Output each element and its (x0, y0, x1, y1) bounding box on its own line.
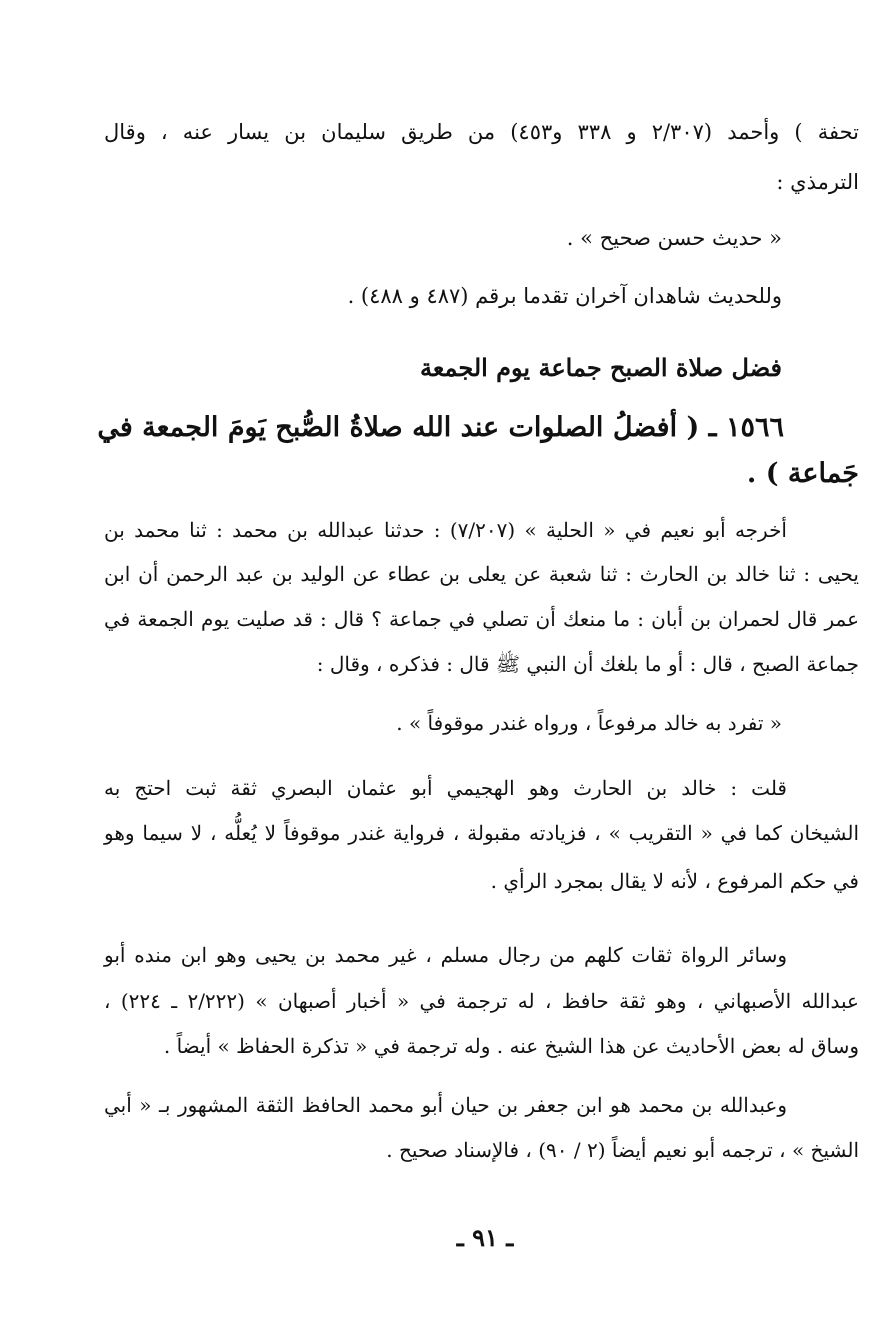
text-line-9: يحيى : ثنا خالد بن الحارث : ثنا شعبة عن يعلى بن عطاء عن الوليد بن عبد الرحمن أن ابن (104, 562, 859, 586)
page-number: ـ ٩١ ـ (456, 1223, 514, 1252)
text-line-4: وللحديث شاهدان آخران تقدما برقم (٤٨٧ و ٤٨٨) . (347, 284, 782, 308)
text-line-10: عمر قال لحمران بن أبان : ما منعك أن تصلي في جماعة ؟ قال : قد صليت يوم الجمعة في (104, 607, 859, 631)
text-line-15: في حكم المرفوع ، لأنه لا يقال بمجرد الرأي . (490, 869, 859, 893)
text-line-19: وعبدالله بن محمد هو ابن جعفر بن حيان أبو محمد الحافظ الثقة المشهور بـ « أبي (104, 1093, 787, 1117)
text-line-1: تحفة ) وأحمد (٢/٣٠٧ و ٣٣٨ و٤٥٣) من طريق سليمان بن يسار عنه ، وقال (104, 120, 859, 144)
text-line-20: الشيخ » ، ترجمه أبو نعيم أيضاً (٢ / ٩٠) ، فالإسناد صحيح . (386, 1138, 859, 1162)
text-line-8: أخرجه أبو نعيم في « الحلية » (٧/٢٠٧) : حدثنا عبدالله بن محمد : ثنا محمد بن (104, 518, 787, 542)
text-line-2: الترمذي : (776, 170, 859, 194)
hadith-title-line-1: ١٥٦٦ ـ ( أفضلُ الصلوات عند الله صلاةُ الصُّبح يَومَ الجمعة في (97, 412, 784, 443)
quoted-grade: « حديث حسن صحيح » . (566, 226, 782, 250)
text-line-13: قلت : خالد بن الحارث وهو الهجيمي أبو عثمان البصري ثقة ثبت احتج به (104, 776, 787, 800)
quoted-statement: « تفرد به خالد مرفوعاً ، ورواه غندر موقوفاً » . (396, 711, 782, 735)
text-line-16: وسائر الرواة ثقات كلهم من رجال مسلم ، غير محمد بن يحيى وهو ابن منده أبو (104, 943, 787, 967)
text-line-18: وساق له بعض الأحاديث عن هذا الشيخ عنه . وله ترجمة في « تذكرة الحفاظ » أيضاً . (163, 1034, 859, 1058)
text-line-17: عبدالله الأصبهاني ، وهو ثقة حافظ ، له ترجمة في « أخبار أصبهان » (٢/٢٢٢ ـ ٢٢٤) ، (104, 989, 859, 1013)
text-line-11: جماعة الصبح ، قال : أو ما بلغك أن النبي ﷺ قال : فذكره ، وقال : (316, 652, 859, 676)
text-line-14: الشيخان كما في « التقريب » ، فزيادته مقبولة ، فرواية غندر موقوفاً لا يُعلُّه ، لا سيما وهو (104, 821, 859, 845)
section-heading: فضل صلاة الصبح جماعة يوم الجمعة (420, 353, 782, 382)
hadith-title-line-2: جَماعة ) . (746, 458, 859, 489)
